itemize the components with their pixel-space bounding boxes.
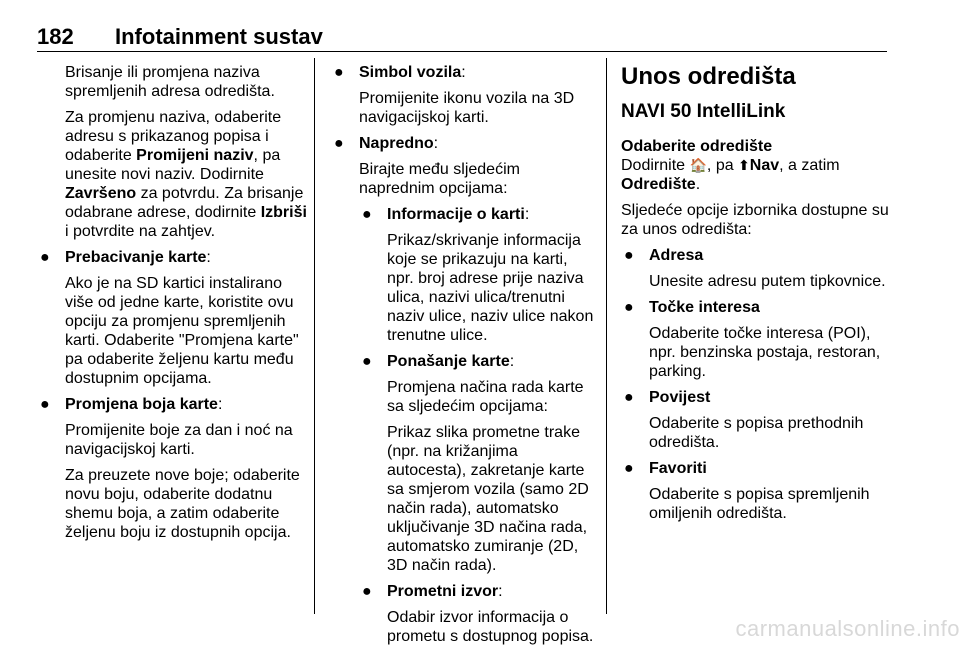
bullet-dot: ● — [362, 353, 372, 370]
bullet-title: Adresa — [649, 247, 704, 264]
bullet-dot: ● — [40, 249, 50, 266]
bullet-title: Promjena boja karte — [65, 396, 218, 413]
column-divider-2 — [606, 58, 607, 614]
bullet-item — [621, 298, 893, 317]
bullet-dot: ● — [362, 206, 372, 223]
section-title: Infotainment sustav — [115, 24, 323, 49]
paragraph: Prikaz slika prometne trake (npr. na križanjima autocesta), zakretanje karte sa smjerom vozila (samo 2D način rada), automatsko uključivanje 3D načina rada, automatsko zumiranje (2D, 3D način rada). — [387, 424, 589, 574]
page-number: 182 — [37, 24, 74, 49]
paragraph: Za promjenu naziva, odaberite adresu s prikazanog popisa i odaberite Promijeni naziv, pa unesite novi naziv. Dodirnite Završeno za potvrdu. Za brisanje odabrane adrese, dodirnite Izbriši i potvrdite na zahtjev. — [65, 109, 307, 240]
term-odrediste: Odredište — [621, 176, 696, 193]
bullet-title: Informacije o karti — [387, 206, 525, 223]
term-izbrisi: Izbriši — [260, 204, 307, 221]
bullet-item — [621, 459, 893, 478]
subsection-heading: NAVI 50 IntelliLink — [621, 101, 786, 122]
bullet-title: Povijest — [649, 389, 711, 406]
column-divider-1 — [314, 58, 315, 614]
paragraph: Odaberite s popisa spremljenih omiljenih odredišta. — [649, 486, 870, 522]
paragraph: Unesite adresu putem tipkovnice. — [649, 273, 886, 290]
term-promijeni-naziv: Promijeni naziv — [136, 147, 254, 164]
section-heading: Unos odredišta — [621, 63, 796, 90]
bullet-dot: ● — [624, 247, 634, 264]
bullet-title: Točke interesa — [649, 299, 760, 316]
bullet-title: Prebacivanje karte — [65, 249, 207, 266]
bullet-dot: ● — [362, 583, 372, 600]
paragraph: Odaberite s popisa prethodnih odredišta. — [649, 415, 864, 451]
bullet-item: ● Prebacivanje karte: — [40, 249, 211, 266]
bullet-item: ● Promjena boja karte: — [40, 396, 223, 413]
paragraph: Odabir izvor informacija o prometu s dostupnog popisa. — [387, 609, 594, 645]
bullet-dot: ● — [624, 389, 634, 406]
paragraph: Za preuzete nove boje; odaberite novu boju, odaberite dodatnu shemu boja, a zatim odaberite željenu boju iz dostupnih opcija. — [65, 467, 300, 541]
sub-bullet-item: ● Informacije o karti: — [362, 206, 530, 223]
paragraph: Brisanje ili promjena naziva spremljenih adresa odredišta. — [65, 64, 275, 100]
bullet-item — [621, 388, 893, 407]
bullet-item: ● Napredno: — [334, 135, 439, 152]
home-icon: 🏠 — [689, 157, 707, 173]
bullet-title: Simbol vozila — [359, 64, 462, 81]
nav-button-label: ⬆Nav — [738, 157, 780, 174]
paragraph: Promijenite boje za dan i noć na navigacijskoj karti. — [65, 422, 293, 458]
column-2 — [331, 63, 595, 653]
paragraph: Ako je na SD kartici instalirano više od jedne karte, koristite ovu opciju za promjenu spremljenih karti. Odaberite "Promjena karte" pa odaberite željenu kartu među dostupnim opcijama. — [65, 275, 299, 387]
page-header — [37, 23, 887, 51]
paragraph: Promijenite ikonu vozila na 3D navigacijskoj karti. — [359, 90, 575, 126]
column-1 — [37, 63, 307, 549]
bullet-item — [621, 246, 893, 265]
minor-heading: Odaberite odredište — [621, 138, 773, 155]
paragraph: Sljedeće opcije izbornika dostupne su za unos odredišta: — [621, 202, 889, 238]
paragraph: Odaberite točke interesa (POI), npr. benzinska postaja, restoran, parking. — [649, 325, 881, 380]
bullet-dot: ● — [624, 460, 634, 477]
paragraph: Promjena načina rada karte sa sljedećim opcijama: — [387, 379, 584, 415]
term-zavrseno: Završeno — [65, 185, 137, 202]
column-3 — [621, 63, 893, 530]
nav-arrow-icon: ⬆ — [738, 157, 750, 173]
watermark: carmanualsonline.info — [735, 616, 960, 641]
instruction-paragraph: Dodirnite 🏠, pa ⬆Nav, a zatim Odredište. — [621, 157, 840, 193]
bullet-title: Favoriti — [649, 460, 707, 477]
sub-bullet-item: ● Ponašanje karte: — [362, 353, 515, 370]
paragraph: Prikaz/skrivanje informacija koje se prikazuju na karti, npr. broj adrese prije naziva ulica, nazivi ulica/trenutni naziv ulice, naziv ulice nakon trenutne ulice. — [387, 232, 594, 344]
paragraph: Birajte među sljedećim naprednim opcijama: — [359, 161, 520, 197]
bullet-dot: ● — [40, 396, 50, 413]
bullet-dot: ● — [624, 299, 634, 316]
bullet-item: ● Simbol vozila: — [334, 64, 466, 81]
bullet-title: Prometni izvor — [387, 583, 499, 600]
header-rule — [37, 51, 887, 52]
bullet-title: Ponašanje karte — [387, 353, 510, 370]
bullet-dot: ● — [334, 135, 344, 152]
bullet-title: Napredno — [359, 135, 434, 152]
bullet-dot: ● — [334, 64, 344, 81]
sub-bullet-item: ● Prometni izvor: — [362, 583, 503, 600]
